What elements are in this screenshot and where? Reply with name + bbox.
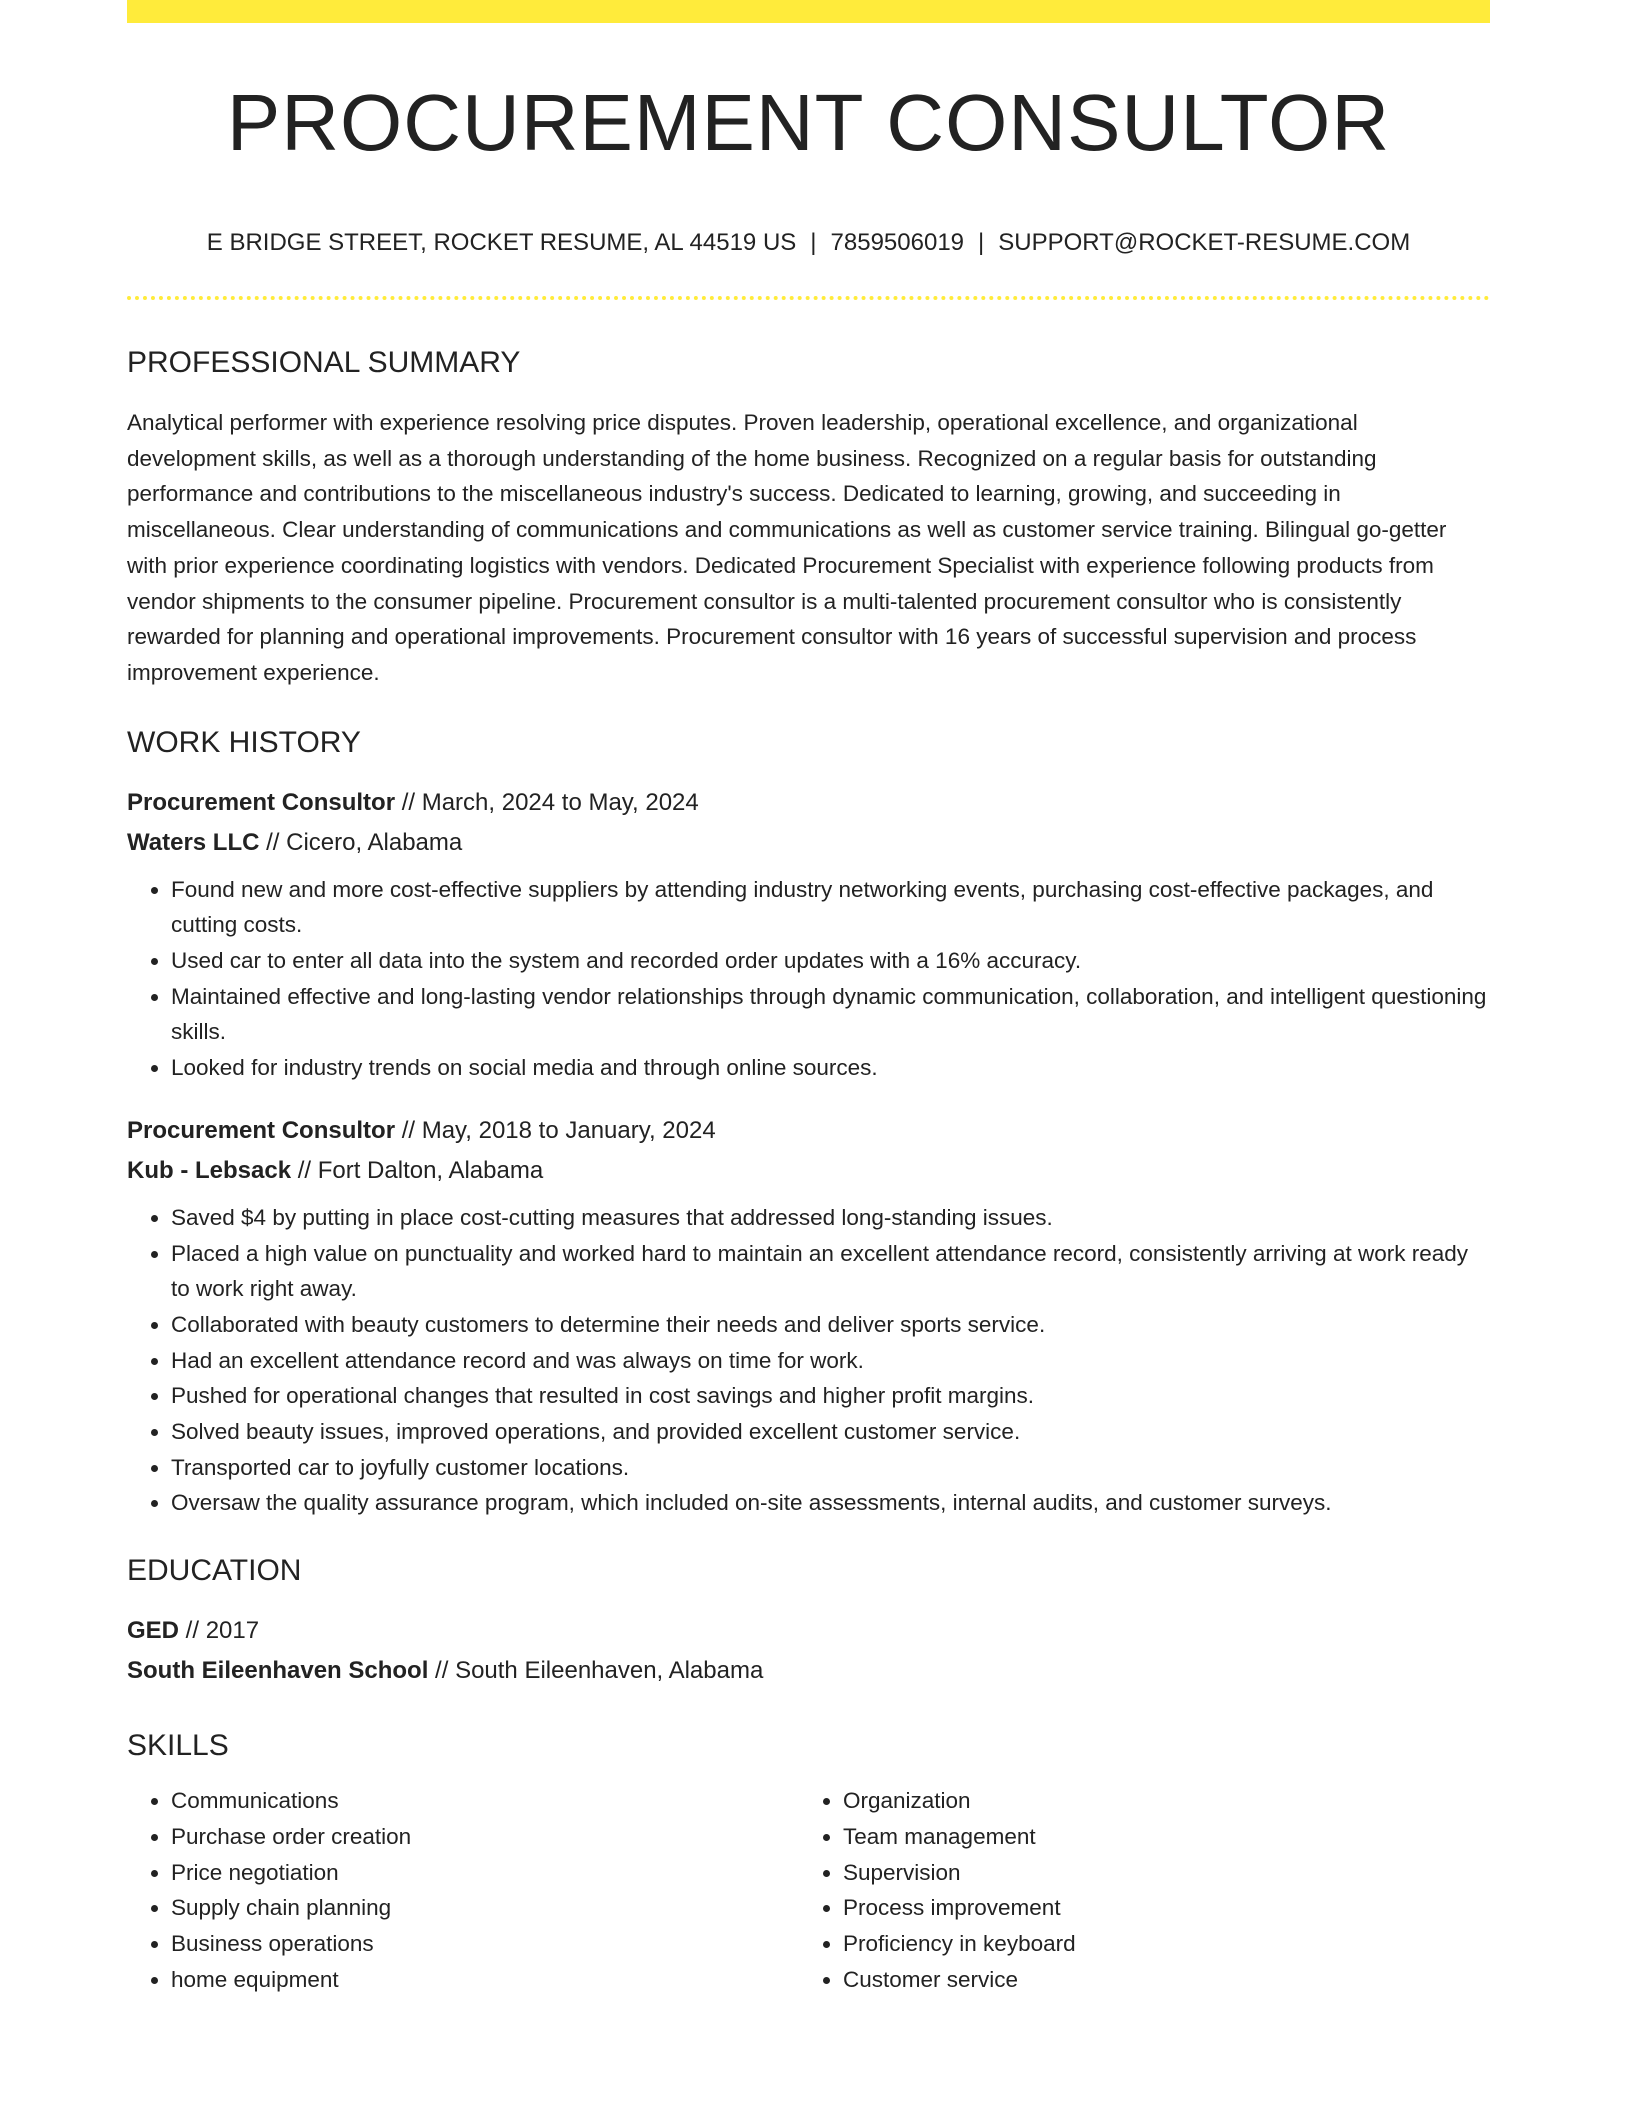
skill-item: • home equipment [171, 1962, 799, 1998]
skills-column-right [799, 1783, 1490, 1997]
job-bullet: • Pushed for operational changes that resulted in cost savings and higher profit margins. [171, 1378, 1490, 1414]
education-location: // South Eileenhaven, Alabama [428, 1657, 764, 1685]
skills-heading: SKILLS [127, 1729, 229, 1763]
job-entry [127, 783, 1490, 1086]
job-title-line [127, 783, 1490, 823]
job-dates: // March, 2024 to May, 2024 [395, 788, 699, 816]
education-year: // 2017 [179, 1617, 260, 1645]
job-bullet: • Had an excellent attendance record and was always on time for work. [171, 1343, 1490, 1379]
skill-item: • Organization [843, 1783, 1490, 1819]
job-bullet: • Maintained effective and long-lasting vendor relationships through dynamic communication, collaboration, and intelligent questioning skills. [171, 979, 1490, 1050]
skill-item: • Customer service [843, 1962, 1490, 1998]
skill-item: • Business operations [171, 1926, 799, 1962]
contact-separator: | [978, 229, 985, 256]
job-title-line [127, 1111, 1490, 1151]
contact-separator: | [810, 229, 817, 256]
summary-text: Analytical performer with experience resolving price disputes. Proven leadership, operational excellence, and organizational development skills, as well as a thorough understanding of the home business. Recognized on a regular basis for outstanding performance and contributions to the miscellaneous industry's success. Dedicated to learning, growing, and succeeding in miscellaneous. Clear understanding of communications and communications as well as customer service training. Bilingual go-getter with prior experience coordinating logistics with vendors. Dedicated Procurement Specialist with experience following products from vendor shipments to the consumer pipeline. Procurement consultor is a multi-talented procurement consultor who is consistently rewarded for planning and operational improvements. Procurement consultor with 16 years of successful supervision and process improvement experience. [127, 410, 1447, 685]
job-bullet: • Looked for industry trends on social media and through online sources. [171, 1050, 1490, 1086]
contact-line [127, 231, 1490, 255]
dotted-divider [127, 296, 1490, 300]
resume-page [127, 0, 1490, 1997]
education-school-line [127, 1651, 1490, 1691]
skill-item: • Purchase order creation [171, 1819, 799, 1855]
skill-item: • Communications [171, 1783, 799, 1819]
job-role: Procurement Consultor [127, 1116, 396, 1144]
job-bullet: • Saved $4 by putting in place cost-cutting measures that addressed long-standing issues. [171, 1200, 1490, 1236]
top-accent-bar [127, 0, 1490, 23]
job-bullet: • Collaborated with beauty customers to determine their needs and deliver sports service. [171, 1307, 1490, 1343]
education-degree: GED [127, 1617, 180, 1645]
skills-column-left [127, 1783, 799, 1997]
skill-item: • Team management [843, 1819, 1490, 1855]
summary-heading: PROFESSIONAL SUMMARY [127, 346, 521, 379]
education-entry [127, 1611, 1490, 1691]
job-company-line [127, 823, 1490, 863]
education-school: South Eileenhaven School [127, 1657, 429, 1685]
job-dates: // May, 2018 to January, 2024 [395, 1116, 716, 1144]
job-company: Kub - Lebsack [127, 1156, 292, 1184]
job-bullets [127, 872, 1490, 1086]
skill-item: • Supervision [843, 1855, 1490, 1891]
job-company: Waters LLC [127, 828, 260, 856]
contact-address: E BRIDGE STREET, ROCKET RESUME, AL 44519 US [206, 229, 797, 256]
job-bullet: • Solved beauty issues, improved operations, and provided excellent customer service. [171, 1414, 1490, 1450]
job-entry [127, 1111, 1490, 1521]
job-bullet: • Used car to enter all data into the system and recorded order updates with a 16% accuracy. [171, 943, 1490, 979]
contact-email: SUPPORT@ROCKET-RESUME.COM [998, 229, 1411, 256]
job-role: Procurement Consultor [127, 788, 396, 816]
skill-item: • Supply chain planning [171, 1890, 799, 1926]
candidate-name: PROCUREMENT CONSULTOR [226, 78, 1391, 167]
job-bullets [127, 1200, 1490, 1521]
skill-item: • Price negotiation [171, 1855, 799, 1891]
job-company-line [127, 1151, 1490, 1191]
job-bullet: • Oversaw the quality assurance program, which included on-site assessments, internal audits, and customer surveys. [171, 1485, 1490, 1521]
work-history-heading: WORK HISTORY [127, 725, 361, 759]
job-location: // Fort Dalton, Alabama [291, 1156, 544, 1184]
job-bullet: • Found new and more cost-effective suppliers by attending industry networking events, purchasing cost-effective packages, and cutting costs. [171, 872, 1490, 943]
job-bullet: • Placed a high value on punctuality and worked hard to maintain an excellent attendance record, consistently arriving at work ready to work right away. [171, 1236, 1490, 1307]
skill-item: • Process improvement [843, 1890, 1490, 1926]
skills-list [127, 1783, 1490, 1997]
job-bullet: • Transported car to joyfully customer locations. [171, 1450, 1490, 1486]
contact-phone: 7859506019 [830, 229, 965, 256]
education-degree-line [127, 1611, 1490, 1651]
job-location: // Cicero, Alabama [259, 828, 463, 856]
skill-item: • Proficiency in keyboard [843, 1926, 1490, 1962]
education-heading: EDUCATION [127, 1554, 302, 1588]
